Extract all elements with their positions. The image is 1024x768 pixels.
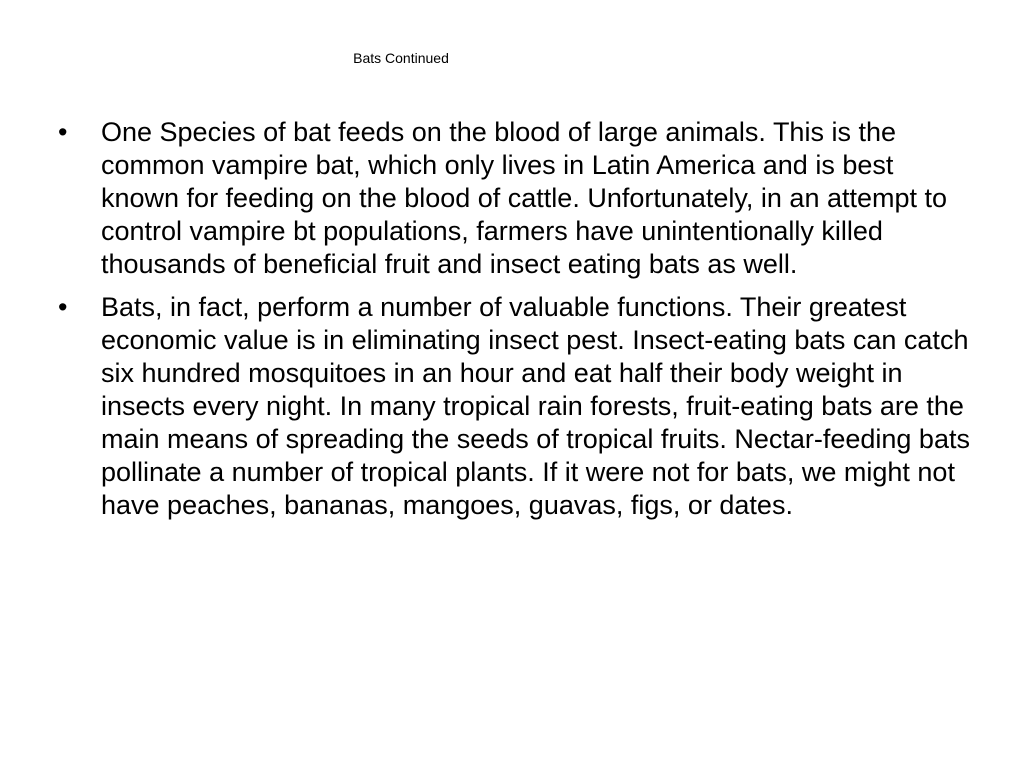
bullet-marker: •	[58, 292, 68, 322]
bullet-item-bat-functions	[58, 291, 978, 522]
bullet-list	[58, 116, 978, 532]
bullet-text: One Species of bat feeds on the blood of large animals. This is the common vampire bat, which only lives in Latin America and is best known for feeding on the blood of cattle. Unfortunately, in an attempt to control vampire bt populations, farmers have unintentionally killed thousands of beneficial fruit and insect eating bats as well.	[101, 117, 948, 279]
bullet-item-vampire-bats	[58, 116, 978, 281]
bullet-marker: •	[58, 117, 68, 147]
slide-title: Bats Continued	[353, 50, 449, 66]
bullet-text: Bats, in fact, perform a number of valuable functions. Their greatest economic value is in eliminating insect pest. Insect-eating bats can catch six hundred mosquitoes in an hour and eat half their body weight in insects every night. In many tropical rain forests, fruit-eating bats are the main means of spreading the seeds of tropical fruits. Nectar-feeding bats pollinate a number of tropical plants. If it were not for bats, we might not have peaches, bananas, mangoes, guavas, figs, or dates.	[101, 292, 970, 520]
